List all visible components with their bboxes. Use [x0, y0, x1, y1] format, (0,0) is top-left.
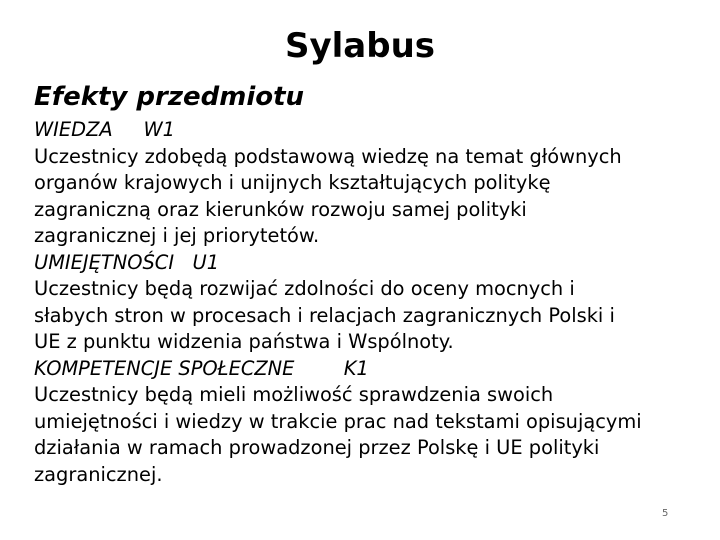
section-line: UE z punktu widzenia państwa i Wspólnoty. [34, 330, 454, 353]
section-heading-kompetencje: KOMPETENCJE SPOŁECZNE K1 [34, 356, 369, 380]
section-line: słabych stron w procesach i relacjach zagranicznych Polski i [34, 303, 615, 327]
section-heading-umiejetnosci: UMIEJĘTNOŚCI U1 [34, 250, 220, 274]
section-line: umiejętności i wiedzy w trakcie prac nad tekstami opisującymi [34, 409, 642, 433]
section-line: Uczestnicy zdobędą podstawową wiedzę na temat głównych [34, 144, 622, 168]
section-line: zagraniczną oraz kierunków rozwoju samej polityki [34, 197, 527, 221]
section-heading-wiedza: WIEDZA W1 [34, 118, 175, 141]
section-line: działania w ramach prowadzonej przez Polskę i UE polityki [34, 436, 600, 459]
slide-title-text: Sylabus [284, 26, 436, 66]
slide-subtitle: Efekty przedmiotu [34, 82, 305, 112]
section-line: Uczestnicy będą rozwijać zdolności do oceny mocnych i [34, 277, 575, 300]
section-line: zagranicznej i jej priorytetów. [34, 224, 320, 247]
slide-content [34, 117, 718, 488]
slide-title [0, 22, 720, 70]
section-line: zagranicznej. [34, 462, 163, 486]
section-line: Uczestnicy będą mieli możliwość sprawdzenia swoich [34, 383, 554, 406]
page-number: 5 [662, 508, 669, 519]
section-line: organów krajowych i unijnych kształtujących politykę [34, 171, 551, 194]
